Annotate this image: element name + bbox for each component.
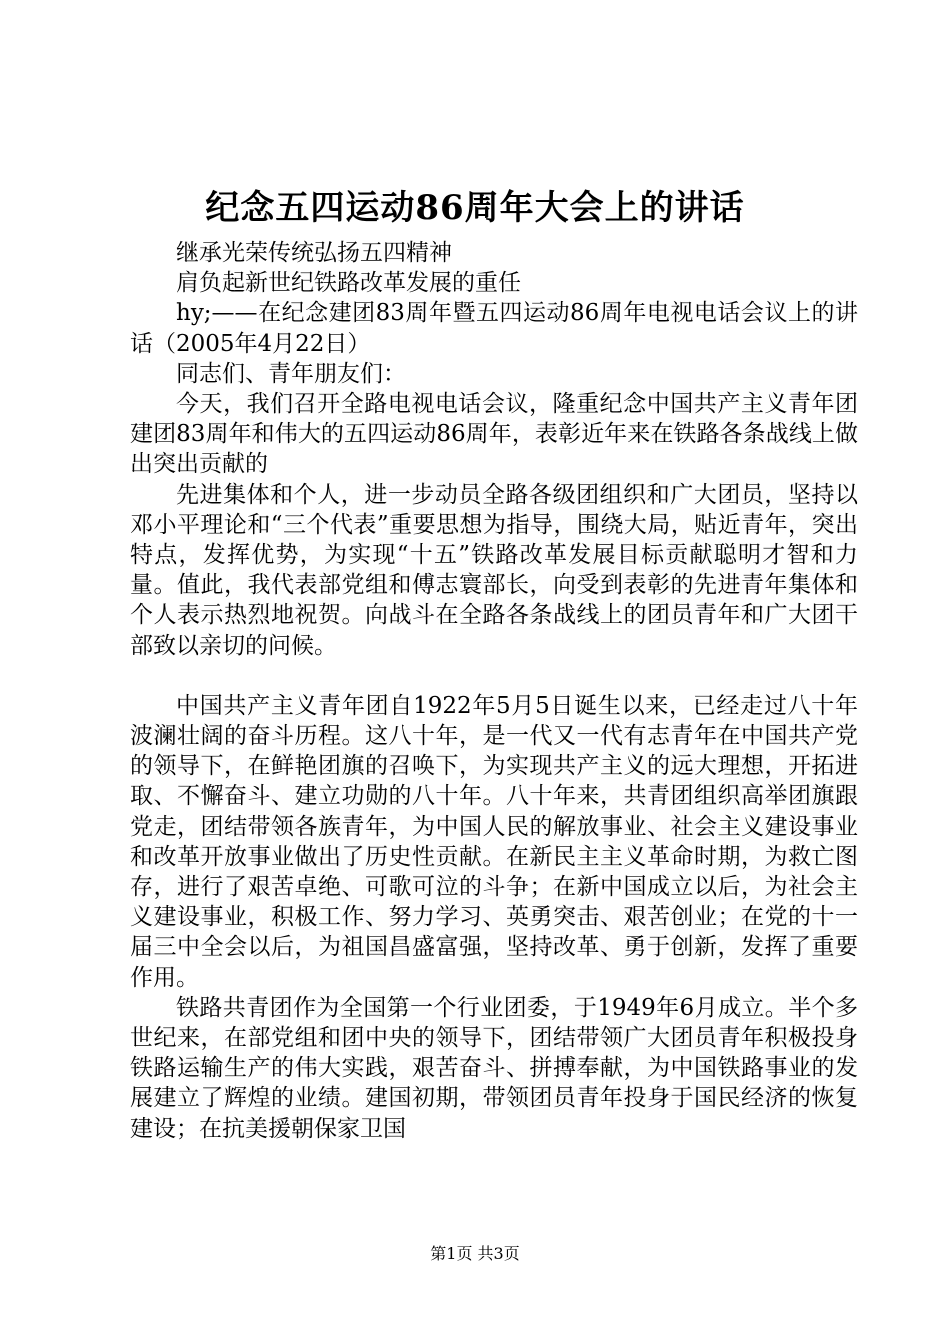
subtitle-line-1: 继承光荣传统弘扬五四精神	[176, 240, 452, 266]
speech-occasion: hy;——在纪念建团83周年暨五四运动86周年电视电话会议上的讲话（2005年4月22日）	[130, 300, 858, 357]
subtitle-line-2: 肩负起新世纪铁路改革发展的重任	[176, 270, 521, 297]
body-paragraph: 铁路共青团作为全国第一个行业团委，于1949年6月成立。半个多世纪来，在部党组和团中央的领导下，团结带领广大团员青年积极投身铁路运输生产的伟大实践，艰苦奋斗、拼搏奉献，为中国铁路事业的发展建立了辉煌的业绩。建国初期，带领团员青年投身于国民经济的恢复建设；在抗美援朝保家卫国	[130, 994, 858, 1142]
body-paragraph: 先进集体和个人，进一步动员全路各级团组织和广大团员，坚持以邓小平理论和“三个代表”重要思想为指导，围绕大局，贴近青年，突出特点，发挥优势，为实现“十五”铁路改革发展目标贡献聪明才智和力量。值此，我代表部党组和傅志寰部长，向受到表彰的先进青年集体和个人表示热烈地祝贺。向战斗在全路各条战线上的团员青年和广大团干部致以亲切的问候。	[130, 481, 858, 659]
salutation: 同志们、青年朋友们：	[176, 360, 406, 387]
document-body	[130, 238, 858, 1144]
document-title: 纪念五四运动86周年大会上的讲话	[205, 188, 745, 228]
page-footer: 第1页 共3页	[430, 1244, 520, 1263]
body-paragraph: 中国共产主义青年团自1922年5月5日诞生以来，已经走过八十年波澜壮阔的奋斗历程。这八十年，是一代又一代有志青年在中国共产党的领导下，在鲜艳团旗的召唤下，为实现共产主义的远大理想，开拓进取、不懈奋斗、建立功勋的八十年。八十年来，共青团组织高举团旗跟党走，团结带领各族青年，为中国人民的解放事业、社会主义建设事业和改革开放事业做出了历史性贡献。在新民主主义革命时期，为救亡图存，进行了艰苦卓绝、可歌可泣的斗争；在新中国成立以后，为社会主义建设事业，积极工作、努力学习、英勇突击、艰苦创业；在党的十一届三中全会以后，为祖国昌盛富强，坚持改革、勇于创新，发挥了重要作用。	[130, 692, 858, 991]
body-paragraph: 今天，我们召开全路电视电话会议，隆重纪念中国共产主义青年团建团83周年和伟大的五四运动86周年，表彰近年来在铁路各条战线上做出突出贡献的	[130, 391, 858, 478]
